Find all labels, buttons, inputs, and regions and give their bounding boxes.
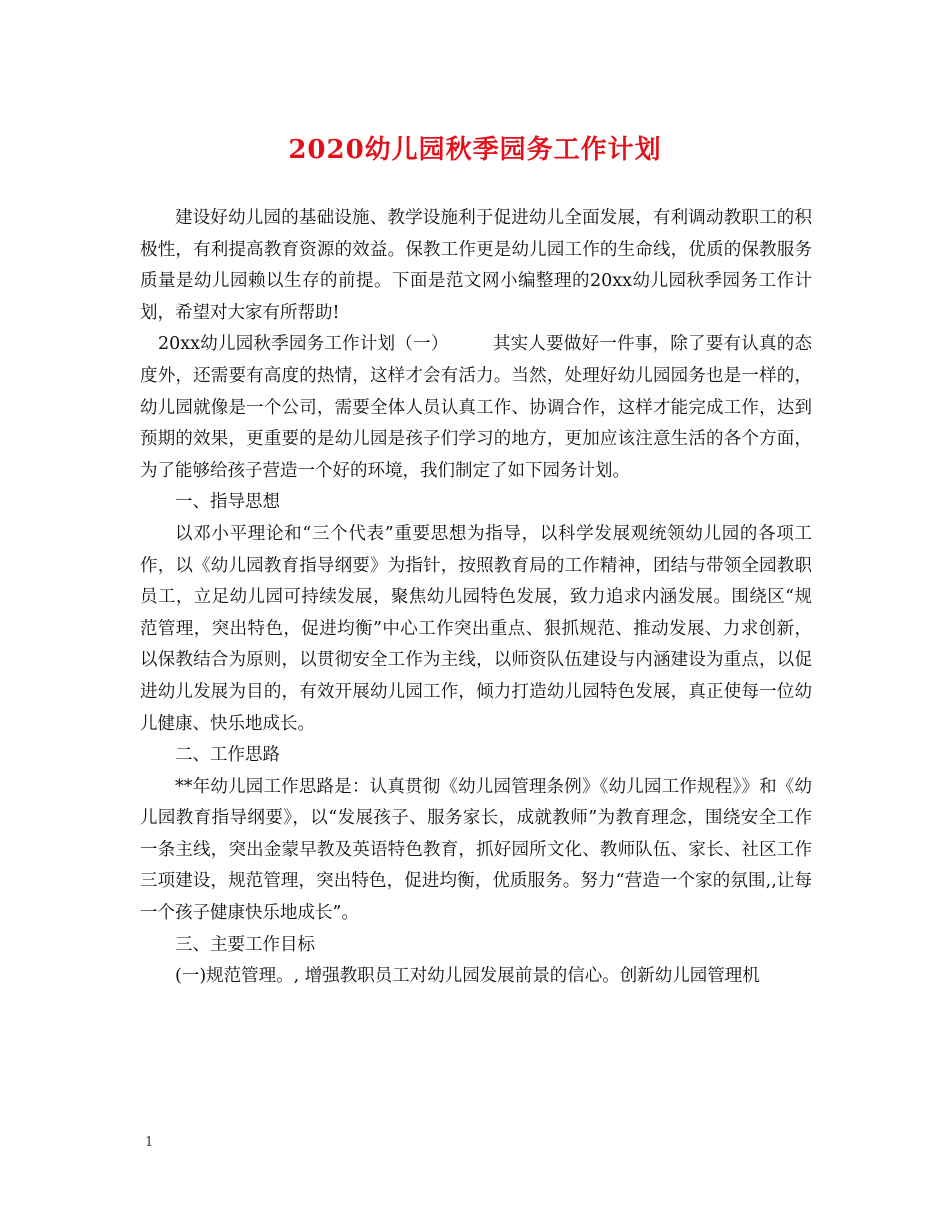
plan-text: 其实人要做好一件事，除了要有认真的态度外，还需要有高度的热情，这样才会有活力。当然，处理好幼儿园园务也是一样的，幼儿园就像是一个公司，需要全体人员认真工作、协调合作，这样才能完成工作，达到预期的效果，更重要的是幼儿园是孩子们学习的地方，更加应该注意生活的各个方面，为了能够给孩子营造一个好的环境，我们制定了如下园务计划。 [140, 334, 812, 481]
section3-heading: 三、主要工作目标 [175, 934, 315, 955]
section3-item1: (一)规范管理。, 增强教职员工对幼儿园发展前景的信心。创新幼儿园管理机 [175, 966, 760, 987]
section2-heading: 二、工作思路 [175, 745, 280, 766]
section1-heading: 一、指导思想 [175, 492, 280, 513]
section2-paragraph: **年幼儿园工作思路是：认真贯彻《幼儿园管理条例》《幼儿园工作规程》》和《幼儿园教育指导纲要》，以“发展孩子、服务家长，成就教师”为教育理念，围绕安全工作一条主线，突出金蒙早教及英语特色教育，抓好园所文化、教师队伍、家长、社区工作三项建设，规范管理，突出特色，促进均衡，优质服务。努力“营造一个家的氛围,,让每一个孩子健康快乐地成长”。 [140, 776, 812, 924]
section1-paragraph: 以邓小平理论和“三个代表”重要思想为指导，以科学发展观统领幼儿园的各项工作，以《幼儿园教育指导纲要》为指针，按照教育局的工作精神，团结与带领全园教职员工，立足幼儿园可持续发展，聚焦幼儿园特色发展，致力追求内涵发展。围绕区“规范管理，突出特色，促进均衡”中心工作突出重点、狠抓规范、推动发展、力求创新，以保教结合为原则，以贯彻安全工作为主线，以师资队伍建设与内涵建设为重点，以促进幼儿发展为目的，有效开展幼儿园工作，倾力打造幼儿园特色发展，真正使每一位幼儿健康、快乐地成长。 [140, 523, 812, 734]
intro-paragraph: 建设好幼儿园的基础设施、教学设施利于促进幼儿全面发展，有利调动教职工的积极性，有利提高教育资源的效益。保教工作更是幼儿园工作的生命线，优质的保教服务质量是幼儿园赖以生存的前提。下面是范文网小编整理的20xx幼儿园秋季园务工作计划，希望对大家有所帮助! [140, 208, 812, 323]
document-body [140, 203, 812, 993]
plan-paragraph [140, 329, 812, 487]
document-title: 2020幼儿园秋季园务工作计划 [288, 135, 662, 165]
plan-heading: 20xx幼儿园秋季园务工作计划（一） [158, 334, 449, 355]
page-number: 1 [145, 1135, 154, 1150]
